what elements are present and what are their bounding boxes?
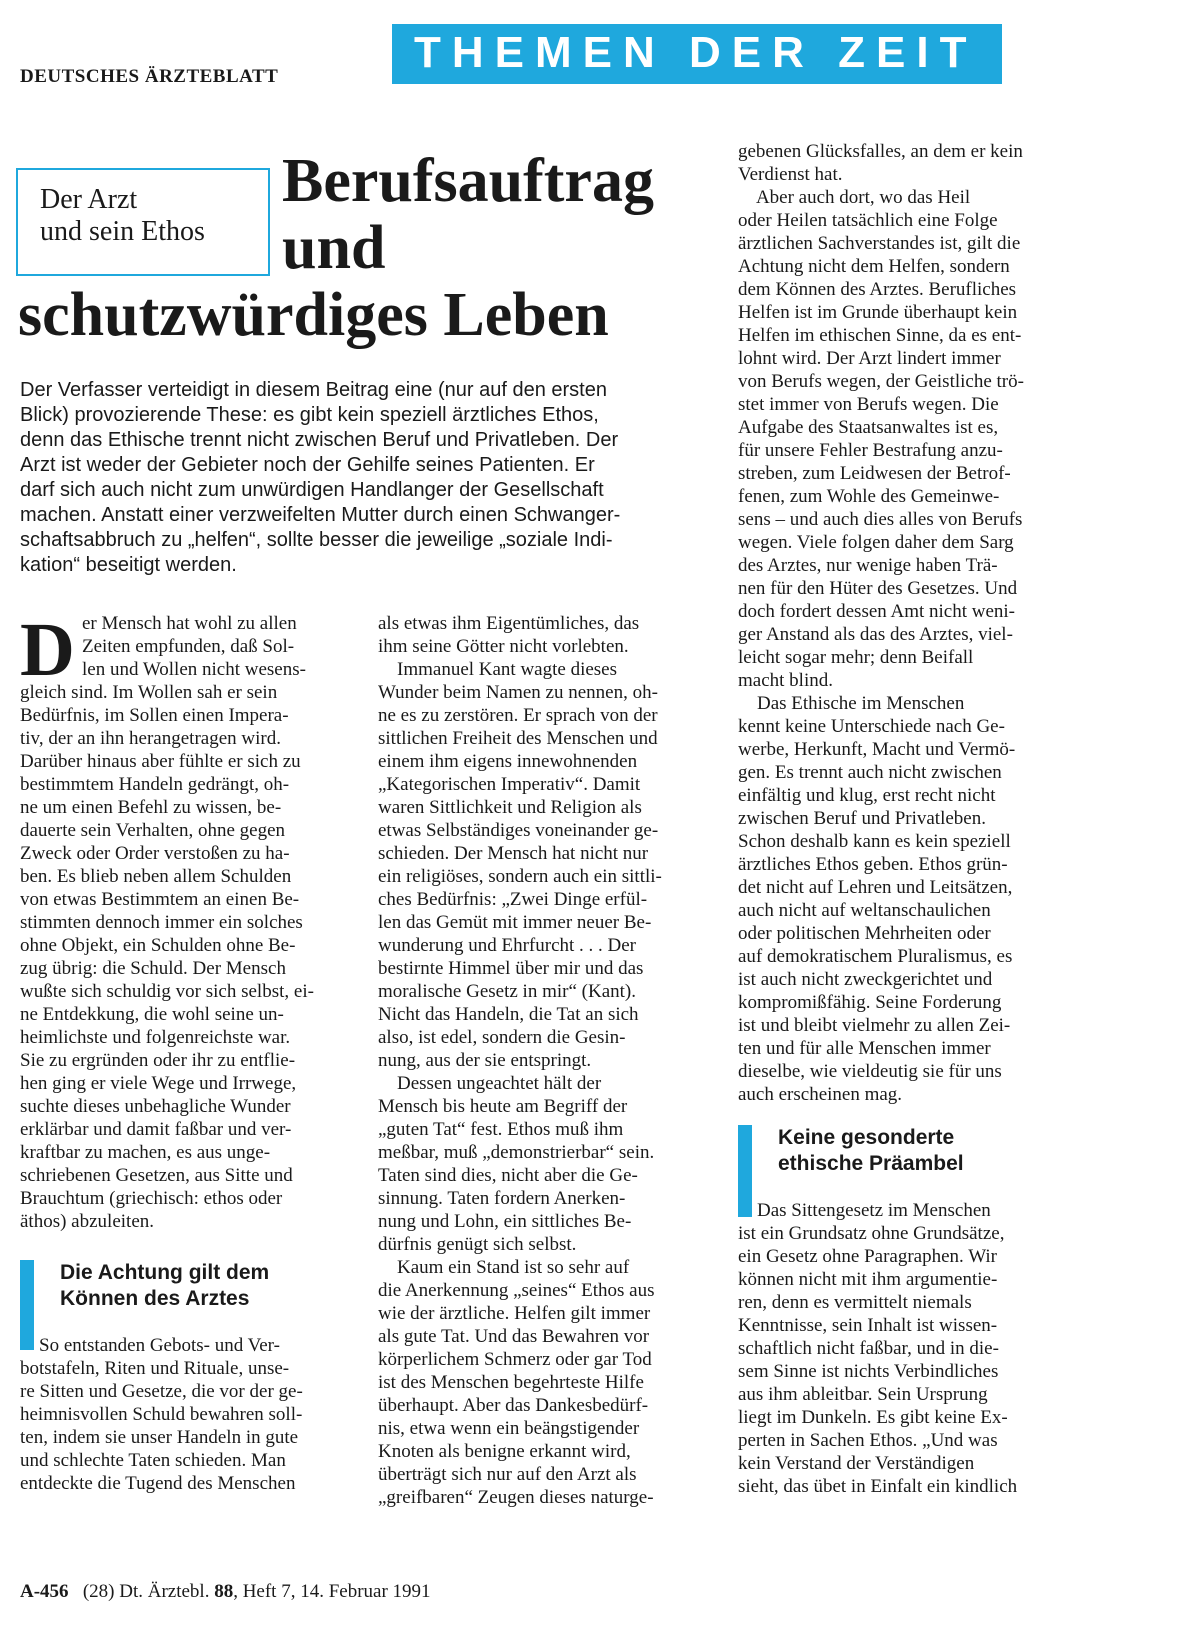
body-line: ist auch nicht zweckgerichtet und [738, 969, 993, 990]
body-line: dieselbe, wie vieldeutig sie für uns [738, 1061, 1002, 1082]
body-line: Brauchtum (griechisch: ethos oder [20, 1188, 283, 1209]
body-line: ein religiöses, sondern auch ein sittli- [378, 866, 662, 887]
body-line: Das Sittengesetz im Menschen [738, 1200, 991, 1221]
body-line: ne Entdekkung, die wohl seine un- [20, 1004, 284, 1025]
column-1-body-continued [20, 1334, 360, 1495]
body-line: ger Anstand als das des Arztes, viel- [738, 624, 1013, 645]
body-line: kein Verstand der Verständigen [738, 1453, 975, 1474]
body-line: Kaum ein Stand ist so sehr auf [378, 1257, 630, 1278]
body-line: wunderung und Ehrfurcht . . . Der [378, 935, 637, 956]
body-line: körperlichem Schmerz oder gar Tod [378, 1349, 652, 1370]
body-line: einem ihm eigens innewohnenden [378, 751, 638, 772]
body-line: Sie zu ergründen oder ihr zu entflie- [20, 1050, 296, 1071]
body-line: etwas Selbständiges voneinander ge- [378, 820, 659, 841]
drop-cap: D [20, 608, 75, 692]
body-line: sieht, das übet in Einfalt ein kindlich [738, 1476, 1018, 1497]
body-line: als etwas ihm Eigentümliches, das [378, 613, 640, 634]
body-line: gebenen Glücksfalles, an dem er kein [738, 141, 1023, 162]
body-line: ren, denn es vermittelt niemals [738, 1292, 972, 1313]
body-line: macht blind. [738, 670, 833, 691]
article-column-2 [378, 612, 718, 1509]
section-banner-text: THEMEN DER ZEIT [414, 28, 978, 77]
body-line: liegt im Dunkeln. Es gibt keine Ex- [738, 1407, 1008, 1428]
body-line: meßbar, muß „demonstrierbar“ sein. [378, 1142, 655, 1163]
body-line: dürfnis genügt sich selbst. [378, 1234, 577, 1255]
body-line: bestirnte Himmel über mir und das [378, 958, 644, 979]
body-line: Bedürfnis, im Sollen einen Impera- [20, 705, 289, 726]
body-line: heimlichste und folgenreichste war. [20, 1027, 291, 1048]
article-title-line: und [282, 214, 386, 282]
body-line: So entstanden Gebots- und Ver- [20, 1335, 280, 1356]
body-line: werbe, Herkunft, Macht und Vermö- [738, 739, 1016, 760]
body-line: „greifbaren“ Zeugen dieses naturge- [378, 1487, 654, 1508]
body-line: stimmten dennoch immer ein solches [20, 912, 303, 933]
body-line: Knoten als benigne erkannt wird, [378, 1441, 631, 1462]
body-line: ben. Es blieb neben allem Schulden [20, 866, 292, 887]
body-line: Aber auch dort, wo das Heil [738, 187, 971, 208]
body-line: Darüber hinaus aber fühlte er sich zu [20, 751, 301, 772]
body-line: zwischen Beruf und Privatleben. [738, 808, 986, 829]
body-line: auf demokratischem Pluralismus, es [738, 946, 1013, 967]
column-1-body [20, 681, 360, 1233]
body-line: dem Können des Arztes. Berufliches [738, 279, 1017, 300]
body-line: als gute Tat. Und das Bewahren vor [378, 1326, 650, 1347]
body-line: erklärbar und damit faßbar und ver- [20, 1119, 292, 1140]
body-line: moralische Gesetz in mir“ (Kant). [378, 981, 636, 1002]
body-line: leicht sogar mehr; denn Beifall [738, 647, 974, 668]
body-line: von Berufs wegen, der Geistliche trö- [738, 371, 1024, 392]
body-line: sens – und auch dies alles von Berufs [738, 509, 1023, 530]
series-label-line: Der Arzt [40, 184, 138, 215]
body-line: wußte sich schuldig vor sich selbst, ei- [20, 981, 314, 1002]
lead-line: machen. Anstatt einer verzweifelten Mutter durch einen Schwanger- [20, 504, 621, 526]
body-line: für unsere Fehler Bestrafung anzu- [738, 440, 1003, 461]
body-line: sem Sinne ist nichts Verbindliches [738, 1361, 999, 1382]
body-line: schriebenen Gesetzen, aus Sitte und [20, 1165, 293, 1186]
lead-line: schaftsabbruch zu „helfen“, sollte besser die jeweilige „soziale Indi- [20, 529, 613, 551]
body-line: einfältig und klug, erst recht nicht [738, 785, 996, 806]
body-line: Helfen im ethischen Sinne, da es ent- [738, 325, 1022, 346]
body-line: können nicht mit ihm argumentie- [738, 1269, 998, 1290]
body-line: Nicht das Handeln, die Tat an sich [378, 1004, 639, 1025]
body-line: ne es zu zerstören. Er sprach von der [378, 705, 658, 726]
body-line: stet immer von Berufs wegen. Die [738, 394, 999, 415]
body-line: Mensch bis heute am Begriff der [378, 1096, 628, 1117]
body-line: schaftlich nicht faßbar, und in die- [738, 1338, 999, 1359]
body-line: auch erscheinen mag. [738, 1084, 903, 1105]
volume-number: 88 [214, 1581, 234, 1602]
body-line: oder politischen Mehrheiten oder [738, 923, 991, 944]
body-line: aus ihm ableitbar. Sein Ursprung [738, 1384, 988, 1405]
body-line: lohnt wird. Der Arzt lindert immer [738, 348, 1001, 369]
body-line: kennt keine Unterschiede nach Ge- [738, 716, 1005, 737]
body-line: wie der ärztliche. Helfen gilt immer [378, 1303, 651, 1324]
body-line: Zeiten empfunden, daß Sol- [82, 636, 295, 657]
body-line: „guten Tat“ fest. Ethos muß ihm [378, 1119, 624, 1140]
body-line: ist ein Grundsatz ohne Grundsätze, [738, 1223, 1005, 1244]
subhead-line: Können des Arztes [60, 1287, 250, 1310]
subhead-line: Die Achtung gilt dem [60, 1261, 270, 1284]
body-line: äthos) abzuleiten. [20, 1211, 155, 1232]
body-line: kraftbar zu machen, es aus unge- [20, 1142, 271, 1163]
body-line: gen. Es trennt auch nicht zwischen [738, 762, 1002, 783]
body-line: ches Bedürfnis: „Zwei Dinge erfül- [378, 889, 648, 910]
subhead-line: ethische Präambel [778, 1152, 964, 1175]
body-line: kompromißfähig. Seine Forderung [738, 992, 1002, 1013]
body-line: ärztliches Ethos geben. Ethos grün- [738, 854, 1008, 875]
article-title-line: schutzwürdiges Leben [18, 281, 609, 349]
body-line: ihm seine Götter nicht vorlebten. [378, 636, 629, 657]
body-line: überhaupt. Aber das Dankesbedürf- [378, 1395, 649, 1416]
body-line: „Kategorischen Imperativ“. Damit [378, 774, 641, 795]
body-line: len und Wollen nicht wesens- [82, 659, 306, 680]
citation-suffix: , Heft 7, 14. Februar 1991 [233, 1581, 431, 1602]
citation-prefix: (28) Dt. Ärztebl. [82, 1581, 210, 1602]
body-line: Aufgabe des Staatsanwaltes ist es, [738, 417, 999, 438]
body-line: von etwas Bestimmtem an einen Be- [20, 889, 300, 910]
body-line: ten, indem sie unser Handeln in gute [20, 1427, 299, 1448]
body-line: tiv, der an ihn herangetragen wird. [20, 728, 281, 749]
lead-line: Arzt ist weder der Gebieter noch der Gehilfe seines Patienten. Er [20, 454, 595, 476]
body-line: perten in Sachen Ethos. „Und was [738, 1430, 998, 1451]
section-banner [392, 24, 1002, 84]
body-line: Zweck oder Order verstoßen zu ha- [20, 843, 290, 864]
body-line: dauerte sein Verhalten, ohne gegen [20, 820, 286, 841]
body-line: wegen. Viele folgen daher dem Sarg [738, 532, 1014, 553]
body-line: schieden. Der Mensch hat nicht nur [378, 843, 649, 864]
body-line: ohne Objekt, ein Schulden ohne Be- [20, 935, 296, 956]
body-line: nung, aus der sie entspringt. [378, 1050, 592, 1071]
body-line: hen ging er viele Wege und Irrwege, [20, 1073, 297, 1094]
body-line: nis, etwa wenn ein beängstigender [378, 1418, 640, 1439]
body-line: Kenntnisse, sein Inhalt ist wissen- [738, 1315, 998, 1336]
lead-line: darf sich auch nicht zum unwürdigen Handlanger der Gesellschaft [20, 479, 604, 501]
body-line: len das Gemüt mit immer neuer Be- [378, 912, 652, 933]
body-line: oder Heilen tatsächlich eine Folge [738, 210, 998, 231]
body-line: entdeckte die Tugend des Menschen [20, 1473, 296, 1494]
body-line: Das Ethische im Menschen [738, 693, 965, 714]
lead-line: Der Verfasser verteidigt in diesem Beitrag eine (nur auf den ersten [20, 379, 607, 401]
body-line: und schlechte Taten schieden. Man [20, 1450, 286, 1471]
body-line: Immanuel Kant wagte dieses [378, 659, 618, 680]
drop-cap-lines [82, 612, 360, 681]
page-footer [20, 1581, 431, 1603]
lead-line: Blick) provozierende These: es gibt kein speziell ärztliches Ethos, [20, 404, 599, 426]
series-label-box [16, 168, 270, 276]
body-line: bestimmtem Handeln gedrängt, oh- [20, 774, 290, 795]
body-line: auch nicht auf weltanschaulichen [738, 900, 991, 921]
body-line: also, ist edel, sondern die Gesin- [378, 1027, 626, 1048]
body-line: doch fordert dessen Amt nicht weni- [738, 601, 1016, 622]
body-line: ärztlichen Sachverstandes ist, gilt die [738, 233, 1021, 254]
body-line: re Sitten und Gesetze, die vor der ge- [20, 1381, 303, 1402]
body-line: ein Gesetz ohne Paragraphen. Wir [738, 1246, 997, 1267]
body-line: heimnisvollen Schuld bewahren soll- [20, 1404, 303, 1425]
body-line: Wunder beim Namen zu nennen, oh- [378, 682, 658, 703]
body-line: des Arztes, nur wenige haben Trä- [738, 555, 998, 576]
body-line: die Anerkennung „seines“ Ethos aus [378, 1280, 655, 1301]
body-line: Verdienst hat. [738, 164, 843, 185]
body-line: fenen, zum Wohle des Gemeinwe- [738, 486, 1000, 507]
article-lead [20, 378, 748, 578]
column-3-body-continued [738, 1199, 1078, 1498]
journal-name: DEUTSCHES ÄRZTEBLATT [20, 66, 279, 87]
series-label-line: und sein Ethos [40, 216, 205, 247]
body-line: nen für den Hüter des Gesetzes. Und [738, 578, 1018, 599]
body-line: ist und bleibt vielmehr zu allen Zei- [738, 1015, 1011, 1036]
body-line: zug übrig: die Schuld. Der Mensch [20, 958, 286, 979]
body-line: Schon deshalb kann es kein speziell [738, 831, 1011, 852]
lead-line: kation“ beseitigt werden. [20, 554, 237, 576]
subhead-line: Keine gesonderte [778, 1126, 955, 1149]
body-line: er Mensch hat wohl zu allen [82, 613, 297, 634]
body-line: ten und für alle Menschen immer [738, 1038, 991, 1059]
body-line: überträgt sich nur auf den Arzt als [378, 1464, 637, 1485]
column-3-body [738, 140, 1078, 1106]
body-line: nung und Lohn, ein sittliches Be- [378, 1211, 632, 1232]
body-line: botstafeln, Riten und Rituale, unse- [20, 1358, 290, 1379]
body-line: suchte dieses unbehagliche Wunder [20, 1096, 291, 1117]
body-line: Taten sind dies, nicht aber die Ge- [378, 1165, 638, 1186]
body-line: Achtung nicht dem Helfen, sondern [738, 256, 1010, 277]
page-number: A-456 [20, 1581, 69, 1602]
body-line: sinnung. Taten fordern Anerken- [378, 1188, 626, 1209]
body-line: streben, zum Leidwesen der Betrof- [738, 463, 1011, 484]
body-line: Helfen ist im Grunde überhaupt kein [738, 302, 1018, 323]
body-line: waren Sittlichkeit und Religion als [378, 797, 642, 818]
body-line: sittlichen Freiheit des Menschen und [378, 728, 658, 749]
body-line: ist des Menschen begehrteste Hilfe [378, 1372, 644, 1393]
body-line: det nicht auf Lehren und Leitsätzen, [738, 877, 1013, 898]
article-title-line: Berufsauftrag [282, 147, 654, 215]
lead-line: denn das Ethische trennt nicht zwischen Beruf und Privatleben. Der [20, 429, 619, 451]
body-line: Dessen ungeachtet hält der [378, 1073, 602, 1094]
body-line: gleich sind. Im Wollen sah er sein [20, 682, 278, 703]
body-line: ne um einen Befehl zu wissen, be- [20, 797, 282, 818]
